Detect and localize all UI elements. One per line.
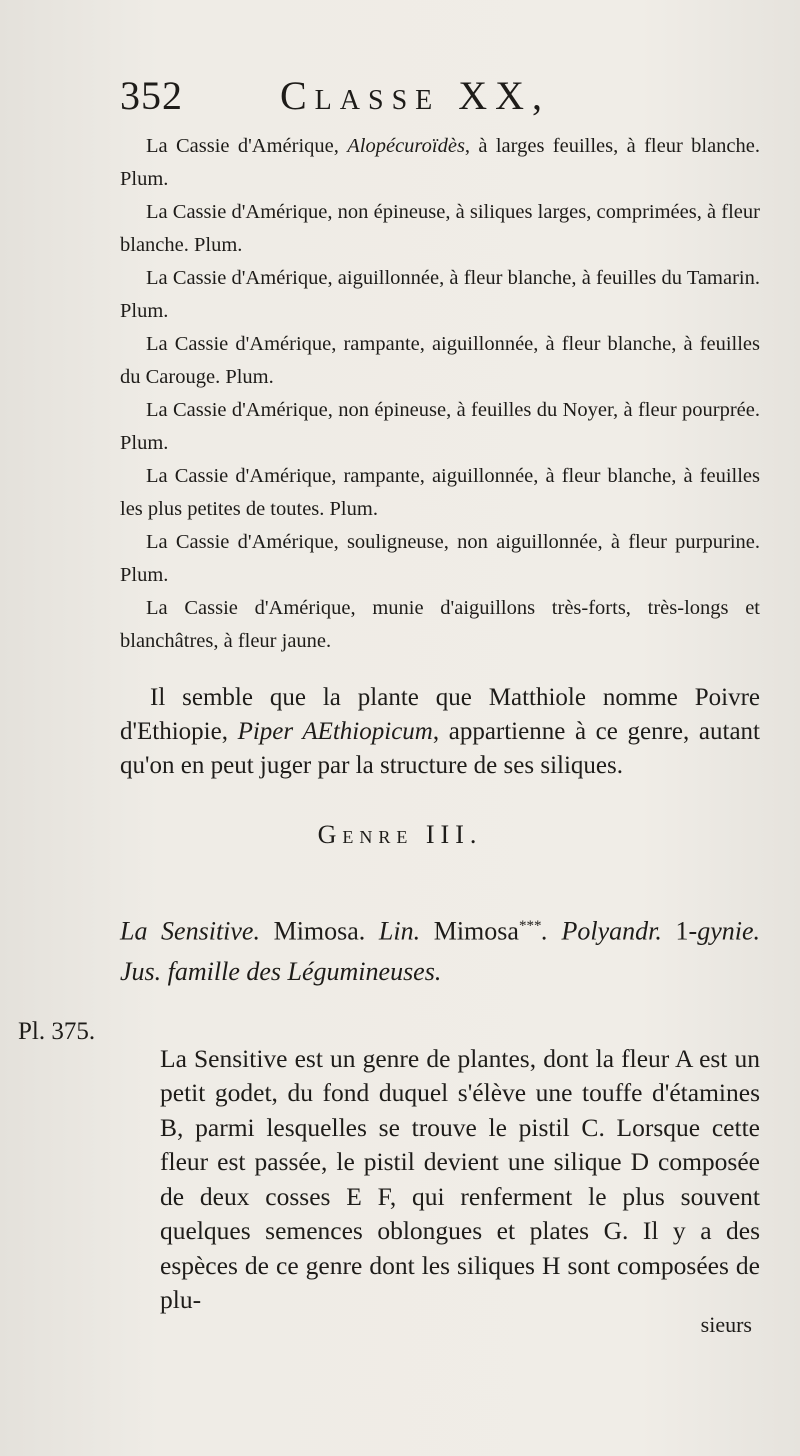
species-entry: La Cassie d'Amérique, Alopécuroïdès, à larges feuilles, à fleur blanche. Plum.: [120, 135, 760, 190]
species-entry: La Cassie d'Amérique, rampante, aiguillonnée, à fleur blanche, à feuilles du Carouge. Plum.: [120, 333, 760, 388]
species-entry: La Cassie d'Amérique, munie d'aiguillons très-forts, très-longs et blanchâtres, à fleur jaune.: [120, 597, 760, 652]
genre-definition: La Sensitive. Mimosa. Lin. Mimosa***. Polyandr. 1-gynie. Jus. famille des Légumineuses.: [120, 916, 760, 986]
species-list: [120, 130, 760, 658]
plate-reference: Pl. 375.: [18, 1018, 96, 1045]
species-entry: La Cassie d'Amérique, non épineuse, à feuilles du Noyer, à fleur pourprée. Plum.: [120, 399, 760, 454]
genre-description: La Sensitive est un genre de plantes, dont la fleur A est un petit godet, du fond duquel s'élève une touffe d'étamines B, parmi lesquelles se trouve le pistil C. Lorsque cette fleur est passée, le pistil devient une silique D composée de deux cosses E F, qui renferment le plus souvent quelques semences oblongues et plates G. Il y a des espèces de ce genre dont les siliques H sont composées de plu-: [160, 1043, 760, 1314]
running-head: [120, 72, 740, 124]
species-entry: La Cassie d'Amérique, souligneuse, non aiguillonnée, à fleur purpurine. Plum.: [120, 531, 760, 586]
species-entry: La Cassie d'Amérique, non épineuse, à siliques larges, comprimées, à fleur blanche. Plum.: [120, 201, 760, 256]
matthiole-paragraph: Il semble que la plante que Matthiole nomme Poivre d'Ethiopie, Piper AEthiopicum, appartienne à ce genre, autant qu'on en peut juger par la structure de ses siliques.: [120, 684, 760, 779]
page-number: 352: [120, 73, 183, 118]
genre-heading: Genre III.: [317, 820, 483, 849]
species-entry: La Cassie d'Amérique, aiguillonnée, à fleur blanche, à feuilles du Tamarin. Plum.: [120, 267, 760, 322]
class-title: Classe XX,: [280, 73, 551, 118]
catchword: sieurs: [700, 1312, 752, 1337]
species-entry: La Cassie d'Amérique, rampante, aiguillonnée, à fleur blanche, à feuilles les plus petites de toutes. Plum.: [120, 465, 760, 520]
